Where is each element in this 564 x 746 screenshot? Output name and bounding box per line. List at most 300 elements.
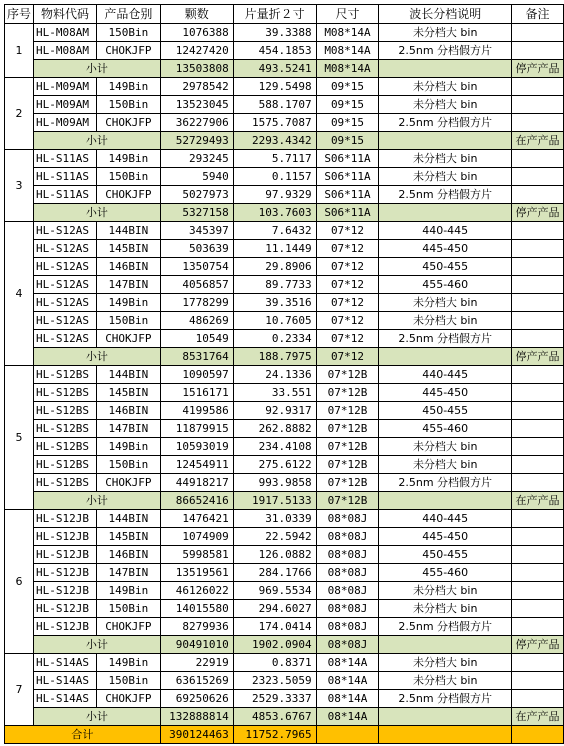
pieces-cell: 284.1766: [233, 564, 316, 582]
wavelength-note-cell: 440-445: [379, 222, 512, 240]
subtotal-count: 86652416: [160, 492, 233, 510]
pieces-cell: 1575.7087: [233, 114, 316, 132]
wavelength-note-cell: 2.5nm 分档假方片: [379, 474, 512, 492]
count-cell: 63615269: [160, 672, 233, 690]
table-row: [5, 258, 564, 276]
material-code-cell: HL-S12JB: [34, 528, 97, 546]
table-row: [5, 600, 564, 618]
material-code-cell: HL-S12BS: [34, 420, 97, 438]
table-row: [5, 420, 564, 438]
subtotal-count: 5327158: [160, 204, 233, 222]
table-body: [5, 24, 564, 744]
pieces-cell: 0.2334: [233, 330, 316, 348]
wavelength-note-cell: 未分档大 bin: [379, 294, 512, 312]
size-cell: 07*12: [316, 222, 379, 240]
remark-cell: [511, 258, 563, 276]
pieces-cell: 33.551: [233, 384, 316, 402]
remark-cell: [511, 96, 563, 114]
material-code-cell: HL-S14AS: [34, 690, 97, 708]
warehouse-cell: 150Bin: [96, 24, 160, 42]
table-row: [5, 654, 564, 672]
size-cell: 07*12: [316, 258, 379, 276]
material-code-cell: HL-S12BS: [34, 474, 97, 492]
total-blank-note: [379, 726, 512, 744]
pieces-cell: 126.0882: [233, 546, 316, 564]
table-row: [5, 24, 564, 42]
count-cell: 13523045: [160, 96, 233, 114]
table-row: [5, 564, 564, 582]
warehouse-cell: 145BIN: [96, 240, 160, 258]
material-code-cell: HL-M09AM: [34, 114, 97, 132]
material-code-cell: HL-M09AM: [34, 78, 97, 96]
subtotal-size: 07*12B: [316, 492, 379, 510]
wavelength-note-cell: 455-460: [379, 276, 512, 294]
table-row: [5, 150, 564, 168]
table-row: [5, 510, 564, 528]
subtotal-size: 08*14A: [316, 708, 379, 726]
pieces-cell: 234.4108: [233, 438, 316, 456]
subtotal-row: [5, 132, 564, 150]
size-cell: 08*08J: [316, 510, 379, 528]
warehouse-cell: 149Bin: [96, 438, 160, 456]
pieces-cell: 10.7605: [233, 312, 316, 330]
size-cell: S06*11A: [316, 168, 379, 186]
table-row: [5, 114, 564, 132]
grand-total-row: [5, 726, 564, 744]
remark-cell: [511, 366, 563, 384]
subtotal-size: 08*08J: [316, 636, 379, 654]
warehouse-cell: 146BIN: [96, 402, 160, 420]
remark-cell: [511, 114, 563, 132]
table-row: [5, 474, 564, 492]
pieces-cell: 174.0414: [233, 618, 316, 636]
table-row: [5, 186, 564, 204]
inventory-table: [4, 4, 564, 744]
count-cell: 2978542: [160, 78, 233, 96]
warehouse-cell: 149Bin: [96, 582, 160, 600]
wavelength-note-cell: 455-460: [379, 420, 512, 438]
pieces-cell: 31.0339: [233, 510, 316, 528]
subtotal-count: 52729493: [160, 132, 233, 150]
subtotal-blank: [379, 708, 512, 726]
remark-cell: [511, 168, 563, 186]
subtotal-blank: [379, 348, 512, 366]
subtotal-row: [5, 348, 564, 366]
subtotal-blank: [379, 492, 512, 510]
wavelength-note-cell: 440-445: [379, 366, 512, 384]
pieces-cell: 5.7117: [233, 150, 316, 168]
count-cell: 22919: [160, 654, 233, 672]
size-cell: 07*12: [316, 330, 379, 348]
wavelength-note-cell: 未分档大 bin: [379, 168, 512, 186]
subtotal-row: [5, 636, 564, 654]
remark-cell: [511, 438, 563, 456]
warehouse-cell: 144BIN: [96, 222, 160, 240]
count-cell: 5998581: [160, 546, 233, 564]
subtotal-blank: [379, 132, 512, 150]
material-code-cell: HL-M09AM: [34, 96, 97, 114]
size-cell: 08*08J: [316, 582, 379, 600]
subtotal-label: 小计: [34, 636, 161, 654]
total-label: 合计: [5, 726, 161, 744]
material-code-cell: HL-S12JB: [34, 618, 97, 636]
total-blank-remark: [511, 726, 563, 744]
warehouse-cell: 149Bin: [96, 78, 160, 96]
material-code-cell: HL-S14AS: [34, 654, 97, 672]
size-cell: 07*12: [316, 294, 379, 312]
size-cell: 09*15: [316, 114, 379, 132]
pieces-cell: 89.7733: [233, 276, 316, 294]
subtotal-row: [5, 204, 564, 222]
count-cell: 345397: [160, 222, 233, 240]
wavelength-note-cell: 未分档大 bin: [379, 150, 512, 168]
material-code-cell: HL-S12BS: [34, 402, 97, 420]
material-code-cell: HL-S12BS: [34, 384, 97, 402]
count-cell: 14015580: [160, 600, 233, 618]
header-warehouse: 产品仓别: [96, 5, 160, 24]
remark-cell: [511, 312, 563, 330]
material-code-cell: HL-S11AS: [34, 150, 97, 168]
size-cell: 07*12: [316, 276, 379, 294]
count-cell: 293245: [160, 150, 233, 168]
size-cell: M08*14A: [316, 42, 379, 60]
warehouse-cell: CHOKJFP: [96, 42, 160, 60]
seq-cell: 3: [5, 150, 34, 222]
count-cell: 4056857: [160, 276, 233, 294]
pieces-cell: 92.9317: [233, 402, 316, 420]
warehouse-cell: CHOKJFP: [96, 474, 160, 492]
subtotal-pieces: 1917.5133: [233, 492, 316, 510]
pieces-cell: 39.3388: [233, 24, 316, 42]
size-cell: M08*14A: [316, 24, 379, 42]
total-pieces: 11752.7965: [233, 726, 316, 744]
warehouse-cell: 145BIN: [96, 384, 160, 402]
pieces-cell: 7.6432: [233, 222, 316, 240]
pieces-cell: 262.8882: [233, 420, 316, 438]
subtotal-row: [5, 708, 564, 726]
pieces-cell: 24.1336: [233, 366, 316, 384]
wavelength-note-cell: 2.5nm 分档假方片: [379, 618, 512, 636]
material-code-cell: HL-S11AS: [34, 168, 97, 186]
count-cell: 11879915: [160, 420, 233, 438]
pieces-cell: 0.1157: [233, 168, 316, 186]
pieces-cell: 22.5942: [233, 528, 316, 546]
table-row: [5, 438, 564, 456]
subtotal-pieces: 2293.4342: [233, 132, 316, 150]
pieces-cell: 29.8906: [233, 258, 316, 276]
warehouse-cell: 146BIN: [96, 546, 160, 564]
warehouse-cell: 146BIN: [96, 258, 160, 276]
remark-cell: [511, 240, 563, 258]
remark-cell: [511, 582, 563, 600]
material-code-cell: HL-S12AS: [34, 222, 97, 240]
material-code-cell: HL-S12AS: [34, 240, 97, 258]
wavelength-note-cell: 450-455: [379, 546, 512, 564]
subtotal-size: S06*11A: [316, 204, 379, 222]
size-cell: 07*12B: [316, 366, 379, 384]
wavelength-note-cell: 445-450: [379, 528, 512, 546]
table-row: [5, 582, 564, 600]
remark-cell: [511, 78, 563, 96]
subtotal-pieces: 493.5241: [233, 60, 316, 78]
table-row: [5, 402, 564, 420]
pieces-cell: 97.9329: [233, 186, 316, 204]
subtotal-count: 132888814: [160, 708, 233, 726]
table-row: [5, 96, 564, 114]
count-cell: 1074909: [160, 528, 233, 546]
wavelength-note-cell: 2.5nm 分档假方片: [379, 42, 512, 60]
remark-cell: [511, 672, 563, 690]
seq-cell: 1: [5, 24, 34, 78]
count-cell: 503639: [160, 240, 233, 258]
subtotal-pieces: 1902.0904: [233, 636, 316, 654]
warehouse-cell: 147BIN: [96, 564, 160, 582]
subtotal-size: M08*14A: [316, 60, 379, 78]
count-cell: 46126022: [160, 582, 233, 600]
warehouse-cell: 149Bin: [96, 294, 160, 312]
pieces-cell: 294.6027: [233, 600, 316, 618]
remark-cell: [511, 186, 563, 204]
material-code-cell: HL-S12AS: [34, 258, 97, 276]
warehouse-cell: 150Bin: [96, 168, 160, 186]
status-remark: 停产产品: [511, 60, 563, 78]
warehouse-cell: 150Bin: [96, 456, 160, 474]
pieces-cell: 588.1707: [233, 96, 316, 114]
count-cell: 10593019: [160, 438, 233, 456]
count-cell: 10549: [160, 330, 233, 348]
warehouse-cell: 144BIN: [96, 366, 160, 384]
size-cell: 08*08J: [316, 564, 379, 582]
warehouse-cell: 145BIN: [96, 528, 160, 546]
wavelength-note-cell: 455-460: [379, 564, 512, 582]
remark-cell: [511, 330, 563, 348]
subtotal-pieces: 188.7975: [233, 348, 316, 366]
wavelength-note-cell: 未分档大 bin: [379, 456, 512, 474]
count-cell: 36227906: [160, 114, 233, 132]
remark-cell: [511, 528, 563, 546]
wavelength-note-cell: 445-450: [379, 240, 512, 258]
material-code-cell: HL-S12JB: [34, 546, 97, 564]
wavelength-note-cell: 未分档大 bin: [379, 24, 512, 42]
table-row: [5, 222, 564, 240]
subtotal-label: 小计: [34, 708, 161, 726]
table-row: [5, 384, 564, 402]
wavelength-note-cell: 未分档大 bin: [379, 78, 512, 96]
material-code-cell: HL-S12AS: [34, 294, 97, 312]
wavelength-note-cell: 440-445: [379, 510, 512, 528]
count-cell: 1090597: [160, 366, 233, 384]
table-row: [5, 294, 564, 312]
remark-cell: [511, 618, 563, 636]
header-wavelength-note: 波长分档说明: [379, 5, 512, 24]
status-remark: 停产产品: [511, 636, 563, 654]
subtotal-pieces: 4853.6767: [233, 708, 316, 726]
count-cell: 1476421: [160, 510, 233, 528]
wavelength-note-cell: 未分档大 bin: [379, 672, 512, 690]
remark-cell: [511, 654, 563, 672]
wavelength-note-cell: 未分档大 bin: [379, 600, 512, 618]
material-code-cell: HL-S12JB: [34, 600, 97, 618]
warehouse-cell: 150Bin: [96, 600, 160, 618]
subtotal-label: 小计: [34, 492, 161, 510]
count-cell: 12454911: [160, 456, 233, 474]
count-cell: 12427420: [160, 42, 233, 60]
pieces-cell: 0.8371: [233, 654, 316, 672]
seq-cell: 2: [5, 78, 34, 150]
remark-cell: [511, 24, 563, 42]
seq-cell: 7: [5, 654, 34, 726]
table-row: [5, 276, 564, 294]
count-cell: 8279936: [160, 618, 233, 636]
size-cell: 07*12B: [316, 438, 379, 456]
size-cell: 08*08J: [316, 528, 379, 546]
table-row: [5, 42, 564, 60]
remark-cell: [511, 384, 563, 402]
size-cell: 07*12B: [316, 474, 379, 492]
subtotal-row: [5, 60, 564, 78]
subtotal-blank: [379, 60, 512, 78]
pieces-cell: 129.5498: [233, 78, 316, 96]
size-cell: 08*08J: [316, 618, 379, 636]
remark-cell: [511, 564, 563, 582]
subtotal-pieces: 103.7603: [233, 204, 316, 222]
count-cell: 1076388: [160, 24, 233, 42]
warehouse-cell: CHOKJFP: [96, 618, 160, 636]
wavelength-note-cell: 未分档大 bin: [379, 96, 512, 114]
remark-cell: [511, 474, 563, 492]
size-cell: 07*12: [316, 312, 379, 330]
header-seq: 序号: [5, 5, 34, 24]
material-code-cell: HL-S12BS: [34, 366, 97, 384]
wavelength-note-cell: 2.5nm 分档假方片: [379, 690, 512, 708]
remark-cell: [511, 150, 563, 168]
table-row: [5, 366, 564, 384]
remark-cell: [511, 294, 563, 312]
pieces-cell: 11.1449: [233, 240, 316, 258]
header-material-code: 物料代码: [34, 5, 97, 24]
size-cell: 09*15: [316, 96, 379, 114]
pieces-cell: 454.1853: [233, 42, 316, 60]
table-row: [5, 312, 564, 330]
count-cell: 69250626: [160, 690, 233, 708]
size-cell: 08*08J: [316, 600, 379, 618]
wavelength-note-cell: 未分档大 bin: [379, 312, 512, 330]
size-cell: 07*12B: [316, 402, 379, 420]
remark-cell: [511, 546, 563, 564]
remark-cell: [511, 222, 563, 240]
remark-cell: [511, 690, 563, 708]
pieces-cell: 275.6122: [233, 456, 316, 474]
pieces-cell: 969.5534: [233, 582, 316, 600]
warehouse-cell: CHOKJFP: [96, 330, 160, 348]
pieces-cell: 2529.3337: [233, 690, 316, 708]
subtotal-size: 07*12: [316, 348, 379, 366]
table-row: [5, 168, 564, 186]
subtotal-label: 小计: [34, 132, 161, 150]
size-cell: 07*12: [316, 240, 379, 258]
wavelength-note-cell: 450-455: [379, 402, 512, 420]
warehouse-cell: 144BIN: [96, 510, 160, 528]
status-remark: 停产产品: [511, 348, 563, 366]
size-cell: 07*12B: [316, 384, 379, 402]
size-cell: 08*14A: [316, 672, 379, 690]
material-code-cell: HL-S14AS: [34, 672, 97, 690]
header-count: 颗数: [160, 5, 233, 24]
count-cell: 44918217: [160, 474, 233, 492]
count-cell: 13519561: [160, 564, 233, 582]
material-code-cell: HL-S12BS: [34, 438, 97, 456]
status-remark: 在产产品: [511, 132, 563, 150]
subtotal-label: 小计: [34, 348, 161, 366]
table-row: [5, 330, 564, 348]
material-code-cell: HL-S11AS: [34, 186, 97, 204]
subtotal-label: 小计: [34, 204, 161, 222]
header-row: [5, 5, 564, 24]
material-code-cell: HL-S12JB: [34, 510, 97, 528]
total-count: 390124463: [160, 726, 233, 744]
size-cell: 08*08J: [316, 546, 379, 564]
size-cell: S06*11A: [316, 186, 379, 204]
size-cell: 09*15: [316, 78, 379, 96]
material-code-cell: HL-M08AM: [34, 24, 97, 42]
count-cell: 4199586: [160, 402, 233, 420]
seq-cell: 5: [5, 366, 34, 510]
wavelength-note-cell: 2.5nm 分档假方片: [379, 114, 512, 132]
warehouse-cell: CHOKJFP: [96, 114, 160, 132]
count-cell: 1350754: [160, 258, 233, 276]
material-code-cell: HL-S12JB: [34, 564, 97, 582]
table-row: [5, 618, 564, 636]
header-pieces-2inch: 片量折２寸: [233, 5, 316, 24]
status-remark: 在产产品: [511, 492, 563, 510]
count-cell: 1516171: [160, 384, 233, 402]
subtotal-count: 90491010: [160, 636, 233, 654]
table-row: [5, 546, 564, 564]
table-row: [5, 240, 564, 258]
header-size: 尺寸: [316, 5, 379, 24]
remark-cell: [511, 402, 563, 420]
remark-cell: [511, 510, 563, 528]
seq-cell: 4: [5, 222, 34, 366]
size-cell: S06*11A: [316, 150, 379, 168]
seq-cell: 6: [5, 510, 34, 654]
count-cell: 5940: [160, 168, 233, 186]
table-row: [5, 456, 564, 474]
pieces-cell: 2323.5059: [233, 672, 316, 690]
wavelength-note-cell: 未分档大 bin: [379, 438, 512, 456]
size-cell: 07*12B: [316, 420, 379, 438]
material-code-cell: HL-S12JB: [34, 582, 97, 600]
size-cell: 08*14A: [316, 654, 379, 672]
table-row: [5, 78, 564, 96]
subtotal-count: 13503808: [160, 60, 233, 78]
remark-cell: [511, 276, 563, 294]
table-row: [5, 528, 564, 546]
warehouse-cell: 150Bin: [96, 96, 160, 114]
wavelength-note-cell: 未分档大 bin: [379, 582, 512, 600]
warehouse-cell: 147BIN: [96, 420, 160, 438]
warehouse-cell: 149Bin: [96, 150, 160, 168]
warehouse-cell: CHOKJFP: [96, 186, 160, 204]
material-code-cell: HL-S12AS: [34, 330, 97, 348]
warehouse-cell: 150Bin: [96, 312, 160, 330]
count-cell: 1778299: [160, 294, 233, 312]
count-cell: 5027973: [160, 186, 233, 204]
wavelength-note-cell: 445-450: [379, 384, 512, 402]
subtotal-label: 小计: [34, 60, 161, 78]
material-code-cell: HL-M08AM: [34, 42, 97, 60]
warehouse-cell: 150Bin: [96, 672, 160, 690]
